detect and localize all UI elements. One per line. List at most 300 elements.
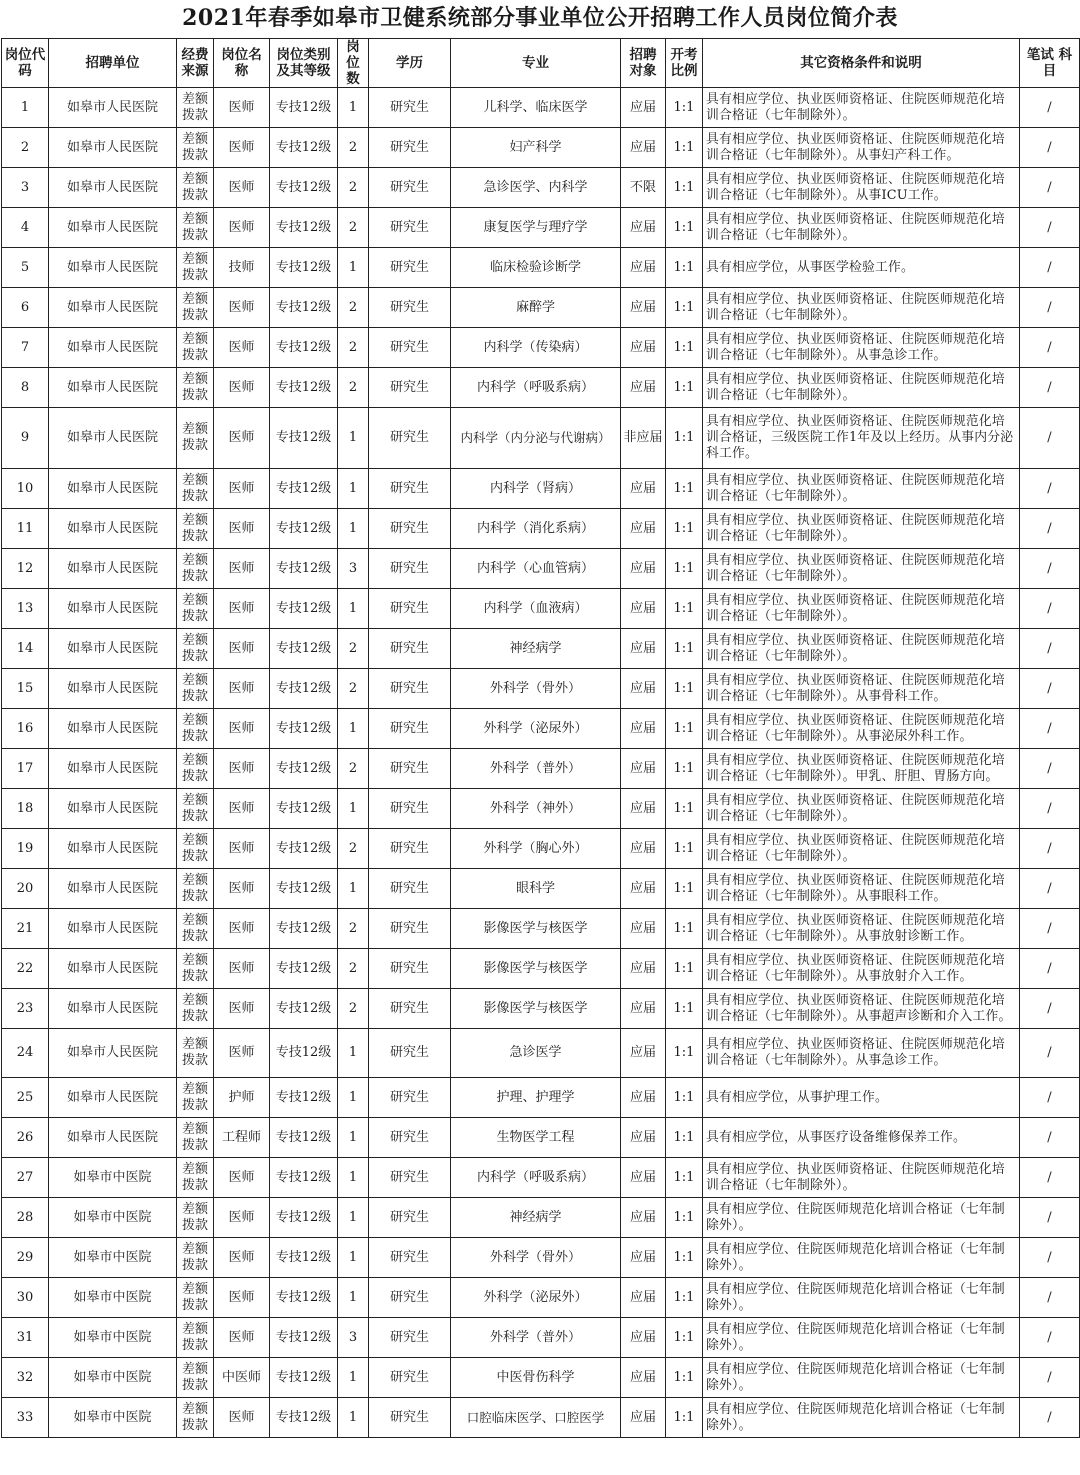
cell-exam: / (1020, 509, 1080, 549)
table-row (2, 549, 1080, 589)
cell-note: 具有相应学位、执业医师资格证、住院医师规范化培训合格证（七年制除外）。从事眼科工作。 (703, 869, 1020, 909)
table-row (2, 88, 1080, 128)
cell-code: 33 (2, 1398, 49, 1438)
cell-grade: 专技12级 (270, 1118, 338, 1158)
cell-note: 具有相应学位、执业医师资格证、住院医师规范化培训合格证（七年制除外）。甲乳、肝胆、胃肠方向。 (703, 749, 1020, 789)
cell-exam: / (1020, 589, 1080, 629)
cell-num: 1 (338, 1398, 369, 1438)
cell-num: 3 (338, 1318, 369, 1358)
cell-grade: 专技12级 (270, 1398, 338, 1438)
cell-edu: 研究生 (369, 549, 451, 589)
cell-edu: 研究生 (369, 1398, 451, 1438)
cell-note: 具有相应学位、住院医师规范化培训合格证（七年制除外）。 (703, 1398, 1020, 1438)
cell-edu: 研究生 (369, 1238, 451, 1278)
cell-grade: 专技12级 (270, 1198, 338, 1238)
cell-target: 应届 (621, 869, 666, 909)
cell-grade: 专技12级 (270, 629, 338, 669)
cell-num: 1 (338, 1158, 369, 1198)
table-row (2, 1158, 1080, 1198)
cell-edu: 研究生 (369, 509, 451, 549)
cell-unit: 如皋市人民医院 (49, 408, 177, 469)
cell-code: 7 (2, 328, 49, 368)
cell-note: 具有相应学位、执业医师资格证、住院医师规范化培训合格证（七年制除外）。从事ICU工作。 (703, 168, 1020, 208)
cell-grade: 专技12级 (270, 88, 338, 128)
header-edu: 学历 (369, 39, 451, 88)
table-row (2, 509, 1080, 549)
cell-exam: / (1020, 208, 1080, 248)
cell-unit: 如皋市人民医院 (49, 288, 177, 328)
cell-num: 2 (338, 749, 369, 789)
cell-note: 具有相应学位、执业医师资格证、住院医师规范化培训合格证（七年制除外）。从事放射诊断工作。 (703, 909, 1020, 949)
cell-fund: 差额拨款 (177, 909, 214, 949)
cell-major: 外科学（普外） (451, 1318, 621, 1358)
cell-exam: / (1020, 989, 1080, 1029)
cell-post: 医师 (214, 869, 270, 909)
cell-note: 具有相应学位、执业医师资格证、住院医师规范化培训合格证（七年制除外）。从事放射介入工作。 (703, 949, 1020, 989)
cell-num: 1 (338, 1358, 369, 1398)
cell-major: 外科学（骨外） (451, 669, 621, 709)
cell-ratio: 1:1 (666, 328, 703, 368)
cell-ratio: 1:1 (666, 509, 703, 549)
cell-unit: 如皋市人民医院 (49, 88, 177, 128)
table-row (2, 1078, 1080, 1118)
cell-target: 应届 (621, 1198, 666, 1238)
cell-ratio: 1:1 (666, 709, 703, 749)
cell-ratio: 1:1 (666, 469, 703, 509)
table-row (2, 1398, 1080, 1438)
cell-edu: 研究生 (369, 1029, 451, 1078)
cell-target: 应届 (621, 1158, 666, 1198)
cell-edu: 研究生 (369, 288, 451, 328)
table-row (2, 1318, 1080, 1358)
cell-major: 急诊医学、内科学 (451, 168, 621, 208)
cell-code: 9 (2, 408, 49, 469)
cell-ratio: 1:1 (666, 1318, 703, 1358)
cell-grade: 专技12级 (270, 869, 338, 909)
cell-major: 内科学（传染病） (451, 328, 621, 368)
cell-post: 医师 (214, 368, 270, 408)
cell-ratio: 1:1 (666, 829, 703, 869)
cell-fund: 差额拨款 (177, 168, 214, 208)
cell-fund: 差额拨款 (177, 629, 214, 669)
cell-unit: 如皋市人民医院 (49, 469, 177, 509)
cell-ratio: 1:1 (666, 128, 703, 168)
cell-target: 应届 (621, 368, 666, 408)
cell-grade: 专技12级 (270, 368, 338, 408)
cell-major: 麻醉学 (451, 288, 621, 328)
table-row (2, 1238, 1080, 1278)
cell-num: 2 (338, 909, 369, 949)
cell-grade: 专技12级 (270, 128, 338, 168)
cell-grade: 专技12级 (270, 589, 338, 629)
cell-code: 30 (2, 1278, 49, 1318)
cell-note: 具有相应学位、执业医师资格证、住院医师规范化培训合格证（七年制除外）。 (703, 829, 1020, 869)
cell-exam: / (1020, 1318, 1080, 1358)
cell-grade: 专技12级 (270, 709, 338, 749)
cell-num: 2 (338, 829, 369, 869)
cell-grade: 专技12级 (270, 1029, 338, 1078)
cell-target: 非应届 (621, 408, 666, 469)
cell-edu: 研究生 (369, 789, 451, 829)
cell-exam: / (1020, 629, 1080, 669)
cell-edu: 研究生 (369, 629, 451, 669)
cell-post: 医师 (214, 749, 270, 789)
cell-post: 医师 (214, 88, 270, 128)
cell-code: 32 (2, 1358, 49, 1398)
cell-exam: / (1020, 88, 1080, 128)
table-row (2, 589, 1080, 629)
cell-unit: 如皋市中医院 (49, 1158, 177, 1198)
cell-major: 外科学（泌尿外） (451, 1278, 621, 1318)
cell-exam: / (1020, 408, 1080, 469)
cell-edu: 研究生 (369, 128, 451, 168)
cell-ratio: 1:1 (666, 288, 703, 328)
cell-unit: 如皋市人民医院 (49, 909, 177, 949)
cell-edu: 研究生 (369, 869, 451, 909)
cell-code: 29 (2, 1238, 49, 1278)
cell-target: 应届 (621, 328, 666, 368)
cell-post: 医师 (214, 789, 270, 829)
cell-code: 6 (2, 288, 49, 328)
cell-ratio: 1:1 (666, 869, 703, 909)
cell-edu: 研究生 (369, 1278, 451, 1318)
table-row (2, 469, 1080, 509)
cell-grade: 专技12级 (270, 549, 338, 589)
cell-ratio: 1:1 (666, 1198, 703, 1238)
cell-fund: 差额拨款 (177, 1318, 214, 1358)
cell-major: 内科学（消化系病） (451, 509, 621, 549)
cell-target: 应届 (621, 829, 666, 869)
cell-ratio: 1:1 (666, 909, 703, 949)
table-row (2, 629, 1080, 669)
table-row (2, 709, 1080, 749)
cell-code: 23 (2, 989, 49, 1029)
cell-post: 医师 (214, 1158, 270, 1198)
cell-code: 2 (2, 128, 49, 168)
cell-post: 医师 (214, 168, 270, 208)
cell-edu: 研究生 (369, 1158, 451, 1198)
cell-post: 医师 (214, 1029, 270, 1078)
cell-note: 具有相应学位，从事护理工作。 (703, 1078, 1020, 1118)
cell-grade: 专技12级 (270, 829, 338, 869)
cell-note: 具有相应学位、执业医师资格证、住院医师规范化培训合格证（七年制除外）。 (703, 368, 1020, 408)
cell-exam: / (1020, 749, 1080, 789)
cell-fund: 差额拨款 (177, 1398, 214, 1438)
cell-edu: 研究生 (369, 469, 451, 509)
cell-code: 25 (2, 1078, 49, 1118)
cell-exam: / (1020, 368, 1080, 408)
table-body (2, 88, 1080, 1438)
cell-major: 内科学（呼吸系病） (451, 1158, 621, 1198)
cell-fund: 差额拨款 (177, 589, 214, 629)
cell-num: 2 (338, 669, 369, 709)
cell-code: 18 (2, 789, 49, 829)
cell-ratio: 1:1 (666, 408, 703, 469)
cell-ratio: 1:1 (666, 208, 703, 248)
cell-target: 应届 (621, 509, 666, 549)
cell-exam: / (1020, 829, 1080, 869)
cell-unit: 如皋市人民医院 (49, 749, 177, 789)
cell-target: 应届 (621, 1238, 666, 1278)
cell-num: 1 (338, 1198, 369, 1238)
cell-note: 具有相应学位、执业医师资格证、住院医师规范化培训合格证（七年制除外）。从事急诊工作。 (703, 328, 1020, 368)
cell-post: 医师 (214, 1278, 270, 1318)
header-post: 岗位名称 (214, 39, 270, 88)
cell-exam: / (1020, 949, 1080, 989)
cell-grade: 专技12级 (270, 208, 338, 248)
cell-major: 内科学（内分泌与代谢病） (451, 408, 621, 469)
cell-exam: / (1020, 909, 1080, 949)
cell-target: 应届 (621, 629, 666, 669)
table-row (2, 869, 1080, 909)
cell-post: 医师 (214, 128, 270, 168)
cell-num: 2 (338, 989, 369, 1029)
cell-exam: / (1020, 1078, 1080, 1118)
cell-note: 具有相应学位、执业医师资格证、住院医师规范化培训合格证（七年制除外）。 (703, 589, 1020, 629)
cell-post: 医师 (214, 408, 270, 469)
table-row (2, 1118, 1080, 1158)
cell-num: 1 (338, 1029, 369, 1078)
cell-target: 应届 (621, 88, 666, 128)
cell-fund: 差额拨款 (177, 368, 214, 408)
cell-unit: 如皋市人民医院 (49, 989, 177, 1029)
cell-num: 1 (338, 1118, 369, 1158)
cell-edu: 研究生 (369, 208, 451, 248)
cell-post: 医师 (214, 1398, 270, 1438)
cell-code: 19 (2, 829, 49, 869)
cell-note: 具有相应学位、执业医师资格证、住院医师规范化培训合格证（七年制除外）。从事超声诊断和介入工作。 (703, 989, 1020, 1029)
cell-major: 内科学（心血管病） (451, 549, 621, 589)
cell-unit: 如皋市人民医院 (49, 549, 177, 589)
header-ratio: 开考比例 (666, 39, 703, 88)
cell-target: 应届 (621, 1029, 666, 1078)
cell-post: 医师 (214, 669, 270, 709)
cell-note: 具有相应学位、执业医师资格证、住院医师规范化培训合格证（七年制除外）。 (703, 288, 1020, 328)
cell-post: 医师 (214, 208, 270, 248)
cell-code: 28 (2, 1198, 49, 1238)
cell-ratio: 1:1 (666, 989, 703, 1029)
table-row (2, 669, 1080, 709)
cell-target: 应届 (621, 709, 666, 749)
cell-code: 14 (2, 629, 49, 669)
cell-major: 外科学（骨外） (451, 1238, 621, 1278)
table-row (2, 1029, 1080, 1078)
cell-major: 神经病学 (451, 1198, 621, 1238)
cell-grade: 专技12级 (270, 1278, 338, 1318)
header-row (2, 39, 1080, 88)
cell-fund: 差额拨款 (177, 549, 214, 589)
cell-exam: / (1020, 1398, 1080, 1438)
cell-fund: 差额拨款 (177, 829, 214, 869)
cell-fund: 差额拨款 (177, 949, 214, 989)
cell-code: 31 (2, 1318, 49, 1358)
cell-exam: / (1020, 1198, 1080, 1238)
cell-note: 具有相应学位、执业医师资格证、住院医师规范化培训合格证（七年制除外）。 (703, 208, 1020, 248)
cell-fund: 差额拨款 (177, 509, 214, 549)
cell-post: 医师 (214, 949, 270, 989)
cell-target: 应届 (621, 1318, 666, 1358)
cell-post: 医师 (214, 549, 270, 589)
cell-post: 技师 (214, 248, 270, 288)
cell-code: 4 (2, 208, 49, 248)
cell-grade: 专技12级 (270, 469, 338, 509)
cell-grade: 专技12级 (270, 909, 338, 949)
cell-exam: / (1020, 248, 1080, 288)
table-row (2, 949, 1080, 989)
cell-code: 12 (2, 549, 49, 589)
cell-num: 1 (338, 1238, 369, 1278)
cell-major: 内科学（呼吸系病） (451, 368, 621, 408)
cell-major: 急诊医学 (451, 1029, 621, 1078)
cell-target: 应届 (621, 248, 666, 288)
cell-note: 具有相应学位、执业医师资格证、住院医师规范化培训合格证，三级医院工作1年及以上经历。从事内分泌科工作。 (703, 408, 1020, 469)
cell-post: 工程师 (214, 1118, 270, 1158)
cell-fund: 差额拨款 (177, 128, 214, 168)
cell-exam: / (1020, 1278, 1080, 1318)
cell-post: 医师 (214, 1318, 270, 1358)
cell-exam: / (1020, 1238, 1080, 1278)
cell-ratio: 1:1 (666, 589, 703, 629)
cell-edu: 研究生 (369, 589, 451, 629)
cell-code: 13 (2, 589, 49, 629)
cell-note: 具有相应学位、执业医师资格证、住院医师规范化培训合格证（七年制除外）。从事骨科工作。 (703, 669, 1020, 709)
cell-edu: 研究生 (369, 368, 451, 408)
cell-unit: 如皋市人民医院 (49, 368, 177, 408)
cell-exam: / (1020, 168, 1080, 208)
cell-num: 1 (338, 789, 369, 829)
cell-unit: 如皋市人民医院 (49, 869, 177, 909)
cell-grade: 专技12级 (270, 949, 338, 989)
header-note: 其它资格条件和说明 (703, 39, 1020, 88)
cell-exam: / (1020, 1029, 1080, 1078)
table-row (2, 1278, 1080, 1318)
cell-unit: 如皋市人民医院 (49, 589, 177, 629)
cell-fund: 差额拨款 (177, 1158, 214, 1198)
cell-exam: / (1020, 469, 1080, 509)
cell-ratio: 1:1 (666, 1238, 703, 1278)
cell-edu: 研究生 (369, 949, 451, 989)
cell-exam: / (1020, 1158, 1080, 1198)
table-row (2, 749, 1080, 789)
cell-target: 应届 (621, 288, 666, 328)
cell-major: 内科学（肾病） (451, 469, 621, 509)
cell-note: 具有相应学位、执业医师资格证、住院医师规范化培训合格证（七年制除外）。从事妇产科工作。 (703, 128, 1020, 168)
cell-num: 1 (338, 709, 369, 749)
cell-code: 15 (2, 669, 49, 709)
cell-note: 具有相应学位、执业医师资格证、住院医师规范化培训合格证（七年制除外）。 (703, 629, 1020, 669)
cell-code: 8 (2, 368, 49, 408)
cell-edu: 研究生 (369, 709, 451, 749)
cell-major: 护理、护理学 (451, 1078, 621, 1118)
header-fund: 经费来源 (177, 39, 214, 88)
cell-num: 1 (338, 1278, 369, 1318)
header-exam: 笔试 科目 (1020, 39, 1080, 88)
cell-post: 医师 (214, 328, 270, 368)
job-table (1, 38, 1080, 1438)
cell-num: 1 (338, 509, 369, 549)
cell-unit: 如皋市人民医院 (49, 629, 177, 669)
cell-unit: 如皋市人民医院 (49, 949, 177, 989)
cell-ratio: 1:1 (666, 248, 703, 288)
cell-unit: 如皋市中医院 (49, 1398, 177, 1438)
cell-edu: 研究生 (369, 1358, 451, 1398)
table-row (2, 208, 1080, 248)
cell-unit: 如皋市人民医院 (49, 328, 177, 368)
cell-ratio: 1:1 (666, 1118, 703, 1158)
cell-exam: / (1020, 549, 1080, 589)
table-row (2, 288, 1080, 328)
cell-grade: 专技12级 (270, 669, 338, 709)
cell-fund: 差额拨款 (177, 88, 214, 128)
cell-edu: 研究生 (369, 168, 451, 208)
cell-grade: 专技12级 (270, 1158, 338, 1198)
cell-fund: 差额拨款 (177, 288, 214, 328)
cell-post: 医师 (214, 469, 270, 509)
cell-ratio: 1:1 (666, 88, 703, 128)
cell-post: 医师 (214, 909, 270, 949)
table-row (2, 168, 1080, 208)
cell-fund: 差额拨款 (177, 1358, 214, 1398)
cell-ratio: 1:1 (666, 669, 703, 709)
cell-fund: 差额拨款 (177, 869, 214, 909)
cell-exam: / (1020, 1358, 1080, 1398)
cell-post: 护师 (214, 1078, 270, 1118)
cell-major: 康复医学与理疗学 (451, 208, 621, 248)
cell-major: 内科学（血液病） (451, 589, 621, 629)
cell-ratio: 1:1 (666, 1358, 703, 1398)
cell-target: 应届 (621, 749, 666, 789)
cell-major: 外科学（神外） (451, 789, 621, 829)
cell-edu: 研究生 (369, 1318, 451, 1358)
cell-unit: 如皋市中医院 (49, 1238, 177, 1278)
cell-fund: 差额拨款 (177, 328, 214, 368)
cell-post: 医师 (214, 829, 270, 869)
cell-note: 具有相应学位、执业医师资格证、住院医师规范化培训合格证（七年制除外）。从事急诊工作。 (703, 1029, 1020, 1078)
cell-post: 医师 (214, 288, 270, 328)
cell-grade: 专技12级 (270, 168, 338, 208)
cell-target: 应届 (621, 469, 666, 509)
cell-major: 口腔临床医学、口腔医学 (451, 1398, 621, 1438)
cell-target: 应届 (621, 549, 666, 589)
cell-fund: 差额拨款 (177, 408, 214, 469)
header-code: 岗位代码 (2, 39, 49, 88)
cell-major: 妇产科学 (451, 128, 621, 168)
cell-target: 应届 (621, 1358, 666, 1398)
cell-unit: 如皋市人民医院 (49, 1078, 177, 1118)
cell-unit: 如皋市人民医院 (49, 128, 177, 168)
cell-code: 21 (2, 909, 49, 949)
cell-ratio: 1:1 (666, 168, 703, 208)
cell-note: 具有相应学位、住院医师规范化培训合格证（七年制除外）。 (703, 1318, 1020, 1358)
cell-post: 医师 (214, 589, 270, 629)
cell-unit: 如皋市人民医院 (49, 669, 177, 709)
cell-unit: 如皋市人民医院 (49, 168, 177, 208)
cell-target: 应届 (621, 1118, 666, 1158)
cell-fund: 差额拨款 (177, 1198, 214, 1238)
cell-grade: 专技12级 (270, 1318, 338, 1358)
cell-fund: 差额拨款 (177, 709, 214, 749)
cell-major: 神经病学 (451, 629, 621, 669)
table-row (2, 408, 1080, 469)
cell-note: 具有相应学位、执业医师资格证、住院医师规范化培训合格证（七年制除外）。 (703, 88, 1020, 128)
header-grade: 岗位类别及其等级 (270, 39, 338, 88)
table-row (2, 829, 1080, 869)
cell-note: 具有相应学位、执业医师资格证、住院医师规范化培训合格证（七年制除外）。 (703, 469, 1020, 509)
cell-num: 2 (338, 128, 369, 168)
cell-post: 医师 (214, 1238, 270, 1278)
cell-edu: 研究生 (369, 248, 451, 288)
cell-major: 中医骨伤科学 (451, 1358, 621, 1398)
